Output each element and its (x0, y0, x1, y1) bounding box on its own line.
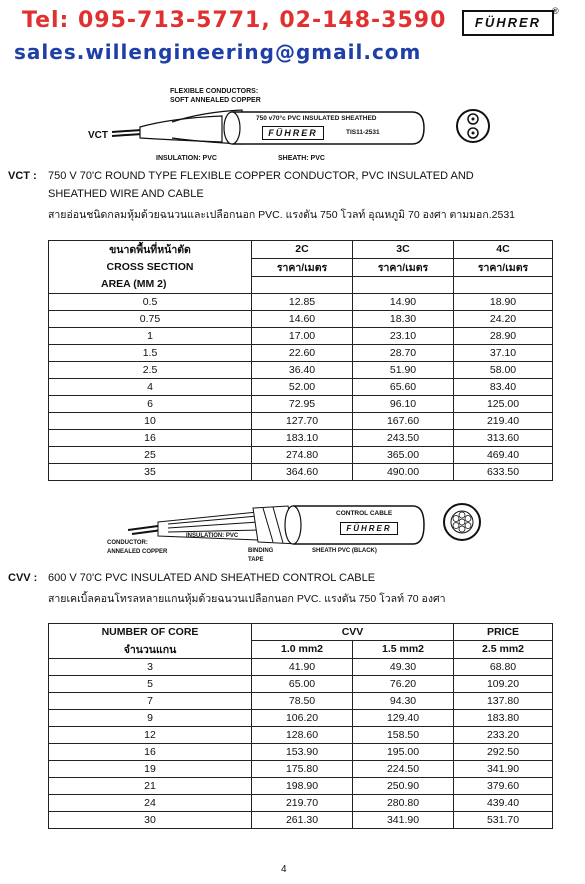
cvv-table-row-price: 41.90 (252, 658, 353, 675)
cvv-header-price: PRICE (454, 624, 553, 641)
vct-table-row-price: 28.70 (353, 344, 454, 361)
vct-table-row-price: 83.40 (454, 378, 553, 395)
cvv-table-row-price: 49.30 (353, 658, 454, 675)
vct-table-row-price: 274.80 (252, 446, 353, 463)
cvv-table-row-price: 341.90 (454, 760, 553, 777)
vct-table-row-price: 219.40 (454, 412, 553, 429)
vct-table-row-price: 36.40 (252, 361, 353, 378)
cvv-table-row (49, 777, 553, 794)
cvv-table-row (49, 794, 553, 811)
vct-table-row-price: 490.00 (353, 463, 454, 480)
cvv-table-row-label: 19 (49, 760, 252, 777)
cvv-table-row (49, 811, 553, 828)
vct-table-row-price: 12.85 (252, 293, 353, 310)
cvv-header-cvv: CVV (252, 624, 454, 641)
vct-unit-4c: ราคา/เมตร (454, 258, 553, 276)
brand-logo-text: FÜHRER (474, 15, 542, 30)
vct-insulation-label: INSULATION: PVC (156, 155, 217, 162)
cvv-table-row-price: 280.80 (353, 794, 454, 811)
vct-cross-section-icon (455, 108, 491, 144)
vct-print-logo-text: FÜHRER (268, 128, 318, 138)
cvv-size-1: 1.0 mm2 (252, 641, 353, 659)
vct-table-row-price: 37.10 (454, 344, 553, 361)
cvv-print-logo (340, 522, 398, 535)
vct-conductors-label-1: FLEXIBLE CONDUCTORS: (170, 88, 259, 95)
cvv-table-row-label: 16 (49, 743, 252, 760)
vct-unit-3c: ราคา/เมตร (353, 258, 454, 276)
cvv-header-number-of-core: NUMBER OF CORE (49, 624, 252, 641)
vct-table-row-price: 127.70 (252, 412, 353, 429)
cvv-table-row-price: 531.70 (454, 811, 553, 828)
vct-table-row-price: 313.60 (454, 429, 553, 446)
vct-table-row-price: 72.95 (252, 395, 353, 412)
vct-table-row (49, 429, 553, 446)
vct-table-body (49, 293, 553, 480)
cvv-table-row (49, 726, 553, 743)
vct-table-row-label: 25 (49, 446, 252, 463)
vct-table-row (49, 395, 553, 412)
cvv-control-cable-print: CONTROL CABLE (336, 510, 393, 517)
cvv-table-row-price: 137.80 (454, 692, 553, 709)
vct-table-row-price: 14.90 (353, 293, 454, 310)
vct-unit-2c: ราคา/เมตร (252, 258, 353, 276)
cvv-table-row-label: 24 (49, 794, 252, 811)
cvv-table-row (49, 675, 553, 692)
vct-table-row (49, 412, 553, 429)
vct-header-cross-section: CROSS SECTION (49, 258, 252, 276)
vct-header-2c: 2C (252, 241, 353, 259)
vct-table-row-price: 125.00 (454, 395, 553, 412)
cvv-table-row-price: 78.50 (252, 692, 353, 709)
cvv-table-row-price: 65.00 (252, 675, 353, 692)
vct-table-row-label: 1.5 (49, 344, 252, 361)
vct-table-row-price: 365.00 (353, 446, 454, 463)
vct-table-row-price: 22.60 (252, 344, 353, 361)
cvv-table-row-label: 5 (49, 675, 252, 692)
cvv-table-row-price: 183.80 (454, 709, 553, 726)
cvv-table-row-price: 292.50 (454, 743, 553, 760)
vct-description-th: สายอ่อนชนิดกลมหุ้มด้วยฉนวนและเปลือกนอก PVC. แรงดัน 750 โวลท์ อุณหภูมิ 70 องศา ตามมอก.2531 (48, 209, 515, 221)
cvv-table-row-label: 30 (49, 811, 252, 828)
vct-table-row (49, 310, 553, 327)
vct-description-en-2: SHEATHED WIRE AND CABLE (48, 188, 204, 200)
vct-table-row (49, 344, 553, 361)
cvv-header-core-th: จำนวนแกน (49, 641, 252, 659)
vct-table-row-label: 16 (49, 429, 252, 446)
cvv-table-row (49, 692, 553, 709)
vct-print-standard: TIS11-2531 (346, 129, 380, 136)
vct-table-row-label: 0.75 (49, 310, 252, 327)
cvv-conductor-label-2: ANNEALED COPPER (107, 549, 168, 555)
vct-table-row-price: 65.60 (353, 378, 454, 395)
cvv-table-row-price: 341.90 (353, 811, 454, 828)
vct-table-row-price: 18.90 (454, 293, 553, 310)
cvv-table-row (49, 709, 553, 726)
vct-table-row-label: 35 (49, 463, 252, 480)
vct-table-row-label: 2.5 (49, 361, 252, 378)
cvv-table-row (49, 743, 553, 760)
cvv-conductor-label-1: CONDUCTOR: (107, 540, 148, 546)
cvv-table-row-price: 219.70 (252, 794, 353, 811)
vct-code: VCT : (8, 170, 37, 182)
vct-table-row-price: 469.40 (454, 446, 553, 463)
vct-table-row (49, 361, 553, 378)
registered-mark: ® (552, 6, 559, 16)
vct-table-row-price: 23.10 (353, 327, 454, 344)
vct-header-4c: 4C (454, 241, 553, 259)
cvv-table-row-label: 3 (49, 658, 252, 675)
vct-table-row (49, 463, 553, 480)
cvv-table-row-price: 175.80 (252, 760, 353, 777)
cvv-table-row-price: 198.90 (252, 777, 353, 794)
cvv-table-row-label: 21 (49, 777, 252, 794)
vct-header-3c: 3C (353, 241, 454, 259)
vct-table-row-label: 6 (49, 395, 252, 412)
cvv-print-logo-text: FÜHRER (346, 524, 392, 533)
cvv-binding-label-2: TAPE (248, 557, 264, 563)
vct-diagram-label: VCT (88, 130, 108, 141)
vct-table-row-label: 10 (49, 412, 252, 429)
cvv-cross-section-icon (442, 502, 482, 542)
cvv-table-row-label: 9 (49, 709, 252, 726)
cvv-size-3: 2.5 mm2 (454, 641, 553, 659)
cvv-size-2: 1.5 mm2 (353, 641, 454, 659)
cvv-table-row-price: 129.40 (353, 709, 454, 726)
vct-table-row-price: 51.90 (353, 361, 454, 378)
cvv-code: CVV : (8, 572, 38, 584)
vct-table-row-price: 364.60 (252, 463, 353, 480)
cvv-insulation-label: INSULATION: PVC (186, 533, 239, 539)
vct-table-row-price: 183.10 (252, 429, 353, 446)
cvv-table-row-price: 224.50 (353, 760, 454, 777)
vct-table-row-price: 167.60 (353, 412, 454, 429)
vct-conductors-label-2: SOFT ANNEALED COPPER (170, 97, 261, 104)
email-address: sales.willengineering@gmail.com (14, 40, 422, 64)
cvv-table-row-price: 128.60 (252, 726, 353, 743)
vct-table-row-price: 28.90 (454, 327, 553, 344)
cvv-table-row-price: 94.30 (353, 692, 454, 709)
vct-description-en-1: 750 V 70'C ROUND TYPE FLEXIBLE COPPER CONDUCTOR, PVC INSULATED AND (48, 170, 474, 182)
vct-table-row-price: 24.20 (454, 310, 553, 327)
vct-header-area-th: ขนาดพื้นที่หน้าตัด (49, 241, 252, 259)
vct-table-row-label: 4 (49, 378, 252, 395)
cvv-description-th: สายเคเบิ้ลคอนโทรลหลายแกนหุ้มด้วยฉนวนเปลือกนอก PVC. แรงดัน 750 โวลท์ 70 องศา (48, 593, 446, 605)
phone-numbers: Tel: 095-713-5771, 02-148-3590 (22, 8, 447, 33)
vct-table-row-price: 52.00 (252, 378, 353, 395)
cvv-description-en: 600 V 70'C PVC INSULATED AND SHEATHED CONTROL CABLE (48, 572, 376, 584)
cvv-table-row-price: 233.20 (454, 726, 553, 743)
brand-logo (462, 10, 554, 36)
vct-sheath-label: SHEATH: PVC (278, 155, 325, 162)
vct-table-row-price: 17.00 (252, 327, 353, 344)
cvv-table-row (49, 658, 553, 675)
vct-table-row (49, 378, 553, 395)
vct-table-row-label: 0.5 (49, 293, 252, 310)
cvv-table-row-price: 153.90 (252, 743, 353, 760)
cvv-table-row-price: 195.00 (353, 743, 454, 760)
cvv-table-row-price: 261.30 (252, 811, 353, 828)
vct-table-row (49, 327, 553, 344)
vct-table-row-price: 96.10 (353, 395, 454, 412)
vct-print-text: 750 v70°c PVC INSULATED SHEATHED (256, 115, 377, 122)
cvv-table-row-price: 439.40 (454, 794, 553, 811)
vct-print-logo (262, 126, 324, 140)
vct-table-row-price: 18.30 (353, 310, 454, 327)
cvv-table-row-price: 76.20 (353, 675, 454, 692)
cvv-table-row-price: 109.20 (454, 675, 553, 692)
cvv-table-body (49, 658, 553, 828)
vct-header-area: AREA (MM 2) (49, 276, 252, 293)
vct-table-row (49, 446, 553, 463)
cvv-table-row-price: 250.90 (353, 777, 454, 794)
vct-table-row-price: 58.00 (454, 361, 553, 378)
vct-table-row-price: 14.60 (252, 310, 353, 327)
vct-table-row (49, 293, 553, 310)
cvv-table-row-label: 7 (49, 692, 252, 709)
cvv-table-row-label: 12 (49, 726, 252, 743)
cvv-sheath-label: SHEATH PVC (BLACK) (312, 548, 377, 554)
vct-table-row-price: 243.50 (353, 429, 454, 446)
vct-table-row-label: 1 (49, 327, 252, 344)
cvv-table-row-price: 68.80 (454, 658, 553, 675)
cvv-table-row-price: 379.60 (454, 777, 553, 794)
cvv-binding-label-1: BINDING (248, 548, 274, 554)
cvv-table-row (49, 760, 553, 777)
vct-table-row-price: 633.50 (454, 463, 553, 480)
cvv-table-row-price: 106.20 (252, 709, 353, 726)
cvv-price-table (48, 623, 553, 829)
vct-price-table (48, 240, 553, 481)
cvv-table-row-price: 158.50 (353, 726, 454, 743)
page-number: 4 (281, 864, 287, 875)
